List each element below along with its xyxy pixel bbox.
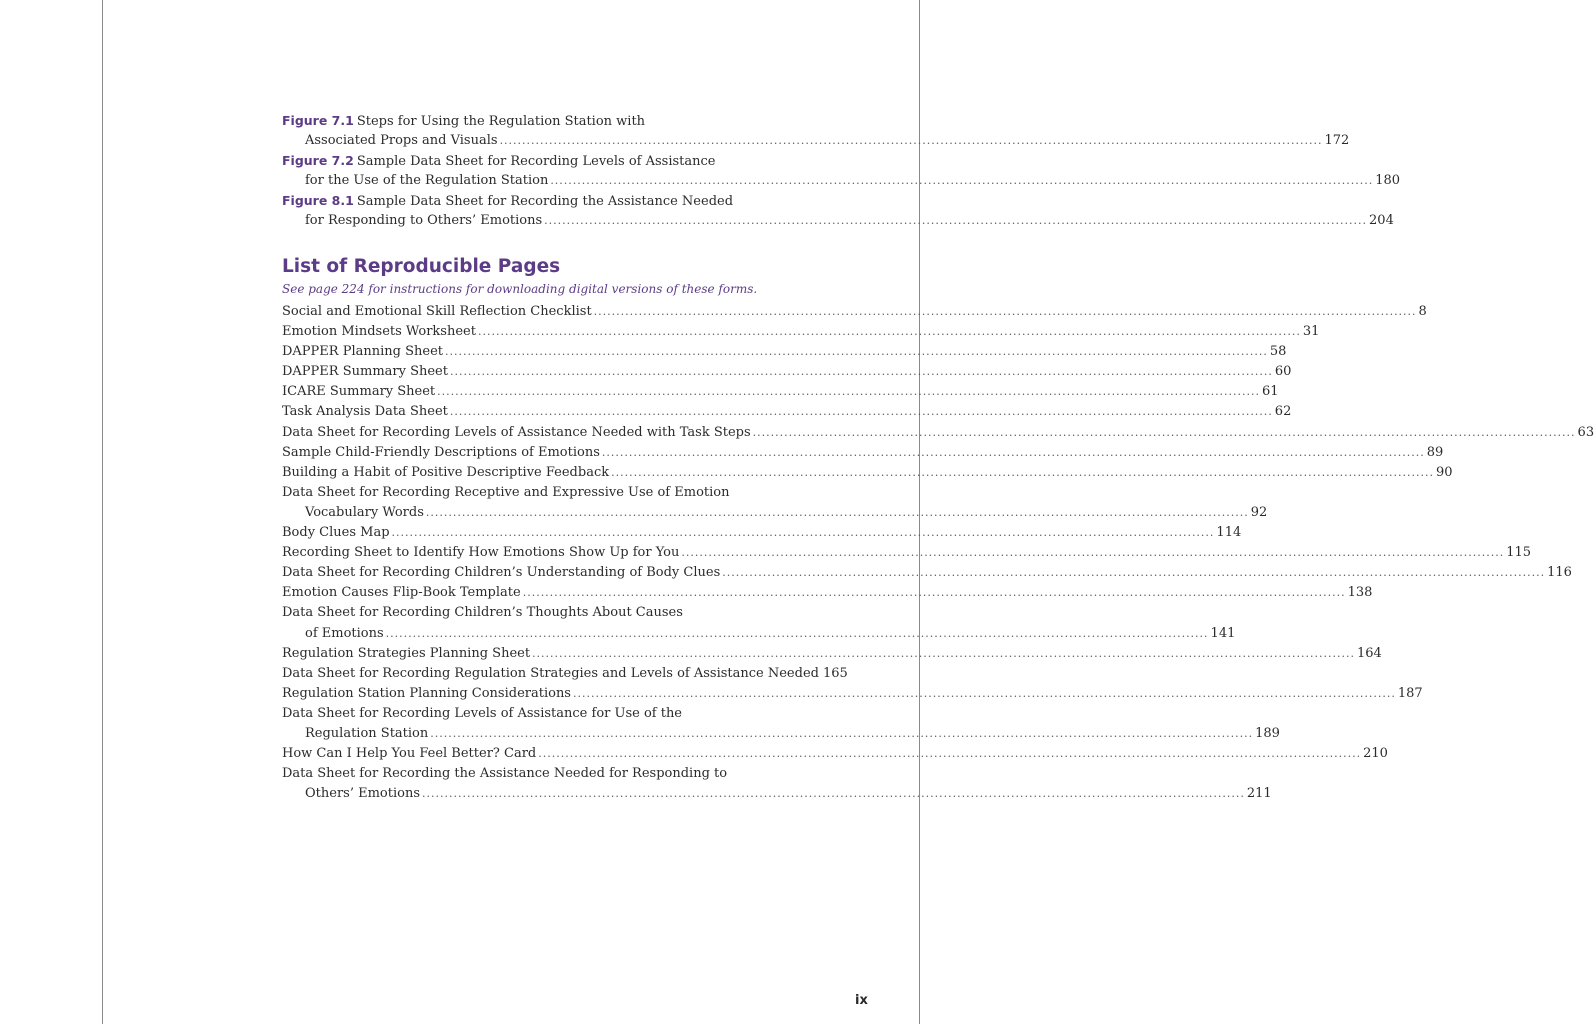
toc-entry: [282, 704, 808, 724]
figure-entry-line1: [282, 191, 808, 211]
toc-entry: [282, 382, 1279, 402]
section-note: See page 224 for instructions for downloading digital versions of these forms.: [282, 282, 758, 296]
figure-title-cont: for Responding to Others’ Emotions: [305, 213, 543, 229]
toc-entry: [282, 402, 1292, 422]
dot-leader: [450, 402, 1273, 422]
entry-title: Data Sheet for Recording Regulation Strategies and Levels of Assistance Needed: [282, 665, 819, 681]
figure-label: Figure 8.1: [282, 193, 354, 209]
toc-entry: [282, 302, 1427, 322]
entry-title: Task Analysis Data Sheet: [282, 404, 448, 420]
entry-title: Building a Habit of Positive Descriptive Feedback: [282, 464, 610, 480]
entry-title: Data Sheet for Recording Children’s Understanding of Body Clues: [282, 565, 721, 581]
dot-leader: [422, 784, 1245, 804]
entry-title: How Can I Help You Feel Better? Card: [282, 746, 537, 762]
figure-title: Sample Data Sheet for Recording the Assistance Needed: [356, 194, 734, 210]
dot-leader: [550, 171, 1373, 191]
entry-title-cont: Others’ Emotions: [305, 786, 420, 802]
page-number: 31: [1302, 324, 1320, 340]
toc-entry-continued: [282, 784, 1272, 804]
figure-label: Figure 7.2: [282, 153, 354, 169]
page-number: 115: [1506, 545, 1532, 561]
page-number: 138: [1347, 585, 1373, 601]
dot-leader: [445, 342, 1268, 362]
toc-entry: [282, 684, 1423, 704]
page-number: 165: [822, 665, 848, 681]
page-number: 164: [1356, 645, 1382, 661]
toc-entry: [282, 342, 1287, 362]
page-number: 60: [1274, 364, 1292, 380]
toc-entry: [282, 664, 848, 684]
page-number: 90: [1436, 464, 1453, 480]
page-number: 189: [1255, 725, 1280, 741]
figure-entry-line2: [282, 171, 1401, 191]
page-number: 211: [1246, 786, 1272, 802]
entry-title: Data Sheet for Recording Receptive and Expressive Use of Emotion: [282, 484, 730, 500]
toc-entry: [282, 644, 1382, 664]
page-number: 58: [1269, 344, 1287, 360]
page-number: 180: [1375, 173, 1401, 189]
page-number: 172: [1324, 133, 1350, 149]
dot-leader: [681, 543, 1504, 563]
entry-title: Recording Sheet to Identify How Emotions Show Up for You: [282, 545, 680, 561]
page-number: 63: [1577, 424, 1594, 440]
page-number: 141: [1210, 625, 1236, 641]
dot-leader: [532, 644, 1355, 664]
figure-entry-line2: [282, 131, 1350, 151]
page-number: 8: [1418, 304, 1427, 319]
section-heading: List of Reproducible Pages: [282, 256, 561, 277]
page-number: 62: [1274, 404, 1292, 420]
entry-title: ICARE Summary Sheet: [282, 384, 436, 400]
figure-title-cont: for the Use of the Regulation Station: [305, 173, 549, 189]
page-number: 210: [1363, 746, 1388, 762]
toc-entry: [282, 603, 808, 623]
dot-leader: [426, 503, 1249, 523]
entry-title-cont: of Emotions: [305, 625, 384, 641]
toc-entry: [282, 443, 1444, 463]
dot-leader: [478, 322, 1301, 342]
dot-leader: [386, 624, 1209, 644]
dot-leader: [573, 684, 1396, 704]
figure-entry-line1: [282, 151, 808, 171]
entry-title: Emotion Mindsets Worksheet: [282, 324, 476, 340]
figure-title-cont: Associated Props and Visuals: [305, 133, 498, 149]
toc-entry: [282, 423, 1594, 443]
toc-entry: [282, 483, 808, 503]
entry-title: Emotion Causes Flip-Book Template: [282, 585, 521, 601]
page-number: 92: [1250, 504, 1268, 520]
dot-leader: [722, 563, 1545, 583]
toc-entry: [282, 563, 1572, 583]
reproducible-pages-list: [282, 254, 1594, 804]
entry-title: Body Clues Map: [282, 525, 390, 541]
toc-entry: [282, 764, 808, 784]
dot-leader: [611, 463, 1434, 483]
dot-leader: [430, 724, 1253, 744]
entry-title-cont: Vocabulary Words: [305, 504, 424, 520]
figure-title: Steps for Using the Regulation Station with: [356, 114, 646, 129]
dot-leader: [538, 744, 1361, 764]
page-number: 204: [1369, 213, 1394, 229]
entry-title: Sample Child-Friendly Descriptions of Emotions: [282, 444, 600, 460]
dot-leader: [594, 302, 1417, 322]
toc-entry: [282, 744, 1388, 764]
toc-entry: [282, 523, 1242, 543]
entry-title: Regulation Station Planning Considerations: [282, 685, 571, 701]
dot-leader: [450, 362, 1273, 382]
dot-leader: [392, 523, 1215, 543]
toc-entry: [282, 583, 1373, 603]
dot-leader: [500, 131, 1323, 151]
page-folio: ix: [855, 993, 868, 1008]
entry-title: Data Sheet for Recording Children’s Thoughts About Causes: [282, 605, 683, 621]
entry-title: Social and Emotional Skill Reflection Checklist: [282, 304, 592, 319]
book-page: [102, 0, 1594, 1024]
toc-entry: [282, 543, 1532, 563]
toc-entry-continued: [282, 503, 1268, 523]
dot-leader: [753, 423, 1576, 443]
dot-leader: [437, 382, 1260, 402]
entry-title: Data Sheet for Recording Levels of Assistance Needed with Task Steps: [282, 424, 751, 440]
toc-entry-continued: [282, 624, 1236, 644]
toc-entry: [282, 322, 1320, 342]
figure-title: Sample Data Sheet for Recording Levels of Assistance: [356, 154, 716, 170]
entry-title: Data Sheet for Recording Levels of Assistance for Use of the: [282, 705, 683, 721]
entry-title: DAPPER Planning Sheet: [282, 344, 443, 360]
page-number: 89: [1426, 444, 1444, 460]
entry-title: DAPPER Summary Sheet: [282, 364, 448, 380]
entry-title-cont: Regulation Station: [305, 725, 429, 741]
figure-list: [282, 111, 1401, 232]
dot-leader: [602, 443, 1425, 463]
figure-entry-line1: [282, 111, 808, 131]
dot-leader: [523, 583, 1346, 603]
dot-leader: [544, 211, 1367, 231]
toc-entry: [282, 463, 1453, 483]
toc-entry-continued: [282, 724, 1280, 744]
page-number: 187: [1397, 685, 1423, 701]
entry-title: Data Sheet for Recording the Assistance Needed for Responding to: [282, 766, 728, 782]
entry-title: Regulation Strategies Planning Sheet: [282, 645, 531, 661]
entry-list: [282, 302, 1594, 804]
page-number: 116: [1547, 565, 1572, 581]
page-number: 114: [1216, 525, 1242, 541]
toc-entry: [282, 362, 1292, 382]
page-number: 61: [1262, 384, 1279, 400]
figure-label: Figure 7.1: [282, 113, 354, 128]
figure-entry-line2: [282, 211, 1394, 231]
